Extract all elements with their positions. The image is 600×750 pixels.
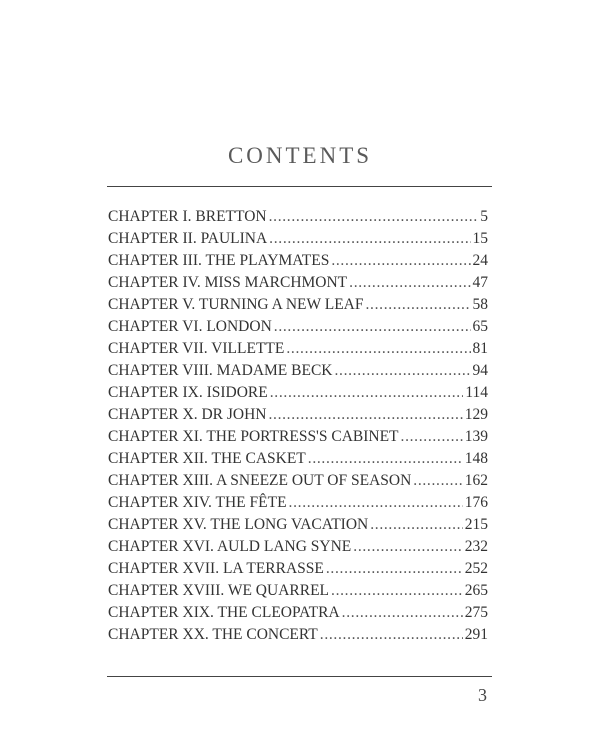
toc-entry[interactable] <box>108 228 488 250</box>
chapter-title: CHAPTER XV. THE LONG VACATION <box>108 516 369 533</box>
dot-leader <box>308 448 463 470</box>
chapter-title: CHAPTER XIV. THE FÊTE <box>108 494 287 511</box>
chapter-title: CHAPTER XVI. AULD LANG SYNE <box>108 538 352 555</box>
page-title: CONTENTS <box>227 143 373 168</box>
dot-leader <box>366 294 471 316</box>
dot-leader <box>268 404 462 426</box>
chapter-title: CHAPTER II. PAULINA <box>108 230 268 247</box>
chapter-page-number: 5 <box>480 208 488 225</box>
dot-leader <box>274 316 471 338</box>
chapter-page-number: 232 <box>464 538 488 555</box>
toc-entry[interactable] <box>108 470 488 492</box>
toc-entry[interactable] <box>108 580 488 602</box>
toc-entry[interactable] <box>108 360 488 382</box>
toc-entry[interactable] <box>108 206 488 228</box>
chapter-title: CHAPTER IV. MISS MARCHMONT <box>108 274 348 291</box>
chapter-page-number: 275 <box>464 604 488 621</box>
chapter-page-number: 252 <box>464 560 488 577</box>
toc-entry[interactable] <box>108 492 488 514</box>
chapter-title: CHAPTER XVII. LA TERRASSE <box>108 560 324 577</box>
toc-entry[interactable] <box>108 624 488 646</box>
dot-leader <box>331 250 470 272</box>
chapter-page-number: 162 <box>464 472 488 489</box>
dot-leader <box>286 338 470 360</box>
toc-entry[interactable] <box>108 602 488 624</box>
chapter-page-number: 176 <box>464 494 488 511</box>
dot-leader <box>342 602 463 624</box>
dot-leader <box>270 382 464 404</box>
chapter-title: CHAPTER X. DR JOHN <box>108 406 267 423</box>
chapter-title: CHAPTER I. BRETTON <box>108 208 267 225</box>
chapter-page-number: 291 <box>464 626 488 643</box>
chapter-title: CHAPTER III. THE PLAYMATES <box>108 252 330 269</box>
chapter-title: CHAPTER XX. THE CONCERT <box>108 626 318 643</box>
dot-leader <box>334 360 470 382</box>
dot-leader <box>413 470 462 492</box>
toc-entry[interactable] <box>108 426 488 448</box>
toc-entry[interactable] <box>108 272 488 294</box>
chapter-page-number: 139 <box>464 428 488 445</box>
toc-entry[interactable] <box>108 536 488 558</box>
chapter-title: CHAPTER V. TURNING A NEW LEAF <box>108 296 364 313</box>
toc-entry[interactable] <box>108 558 488 580</box>
toc-entry[interactable] <box>108 294 488 316</box>
toc-entry[interactable] <box>108 338 488 360</box>
chapter-page-number: 15 <box>472 230 488 247</box>
dot-leader <box>401 426 463 448</box>
chapter-page-number: 94 <box>472 362 488 379</box>
chapter-title: CHAPTER XIX. THE CLEOPATRA <box>108 604 340 621</box>
chapter-page-number: 148 <box>464 450 488 467</box>
bottom-divider <box>107 676 492 677</box>
toc-entry[interactable] <box>108 316 488 338</box>
toc-entry[interactable] <box>108 250 488 272</box>
chapter-page-number: 65 <box>472 318 488 335</box>
dot-leader <box>331 580 463 602</box>
chapter-page-number: 24 <box>472 252 488 269</box>
dot-leader <box>326 558 463 580</box>
dot-leader <box>353 536 462 558</box>
toc-entry[interactable] <box>108 514 488 536</box>
chapter-title: CHAPTER VII. VILLETTE <box>108 340 285 357</box>
chapter-title: CHAPTER IX. ISIDORE <box>108 384 268 401</box>
page-number: 3 <box>478 685 487 705</box>
dot-leader <box>289 492 463 514</box>
chapter-title: CHAPTER VI. LONDON <box>108 318 272 335</box>
chapter-title: CHAPTER XVIII. WE QUARREL <box>108 582 330 599</box>
chapter-page-number: 129 <box>464 406 488 423</box>
dot-leader <box>269 228 470 250</box>
chapter-page-number: 81 <box>472 340 488 357</box>
dot-leader <box>370 514 463 536</box>
dot-leader <box>320 624 463 646</box>
chapter-page-number: 58 <box>472 296 488 313</box>
chapter-page-number: 47 <box>472 274 488 291</box>
chapter-title: CHAPTER VIII. MADAME BECK <box>108 362 333 379</box>
dot-leader <box>349 272 470 294</box>
chapter-page-number: 114 <box>465 384 488 401</box>
chapter-title: CHAPTER XII. THE CASKET <box>108 450 306 467</box>
chapter-title: CHAPTER XI. THE PORTRESS'S CABINET <box>108 428 399 445</box>
chapter-page-number: 265 <box>464 582 488 599</box>
toc-entry[interactable] <box>108 404 488 426</box>
table-of-contents <box>108 206 488 646</box>
chapter-title: CHAPTER XIII. A SNEEZE OUT OF SEASON <box>108 472 412 489</box>
dot-leader <box>269 206 479 228</box>
toc-entry[interactable] <box>108 382 488 404</box>
chapter-page-number: 215 <box>464 516 488 533</box>
toc-entry[interactable] <box>108 448 488 470</box>
top-divider <box>107 186 492 187</box>
